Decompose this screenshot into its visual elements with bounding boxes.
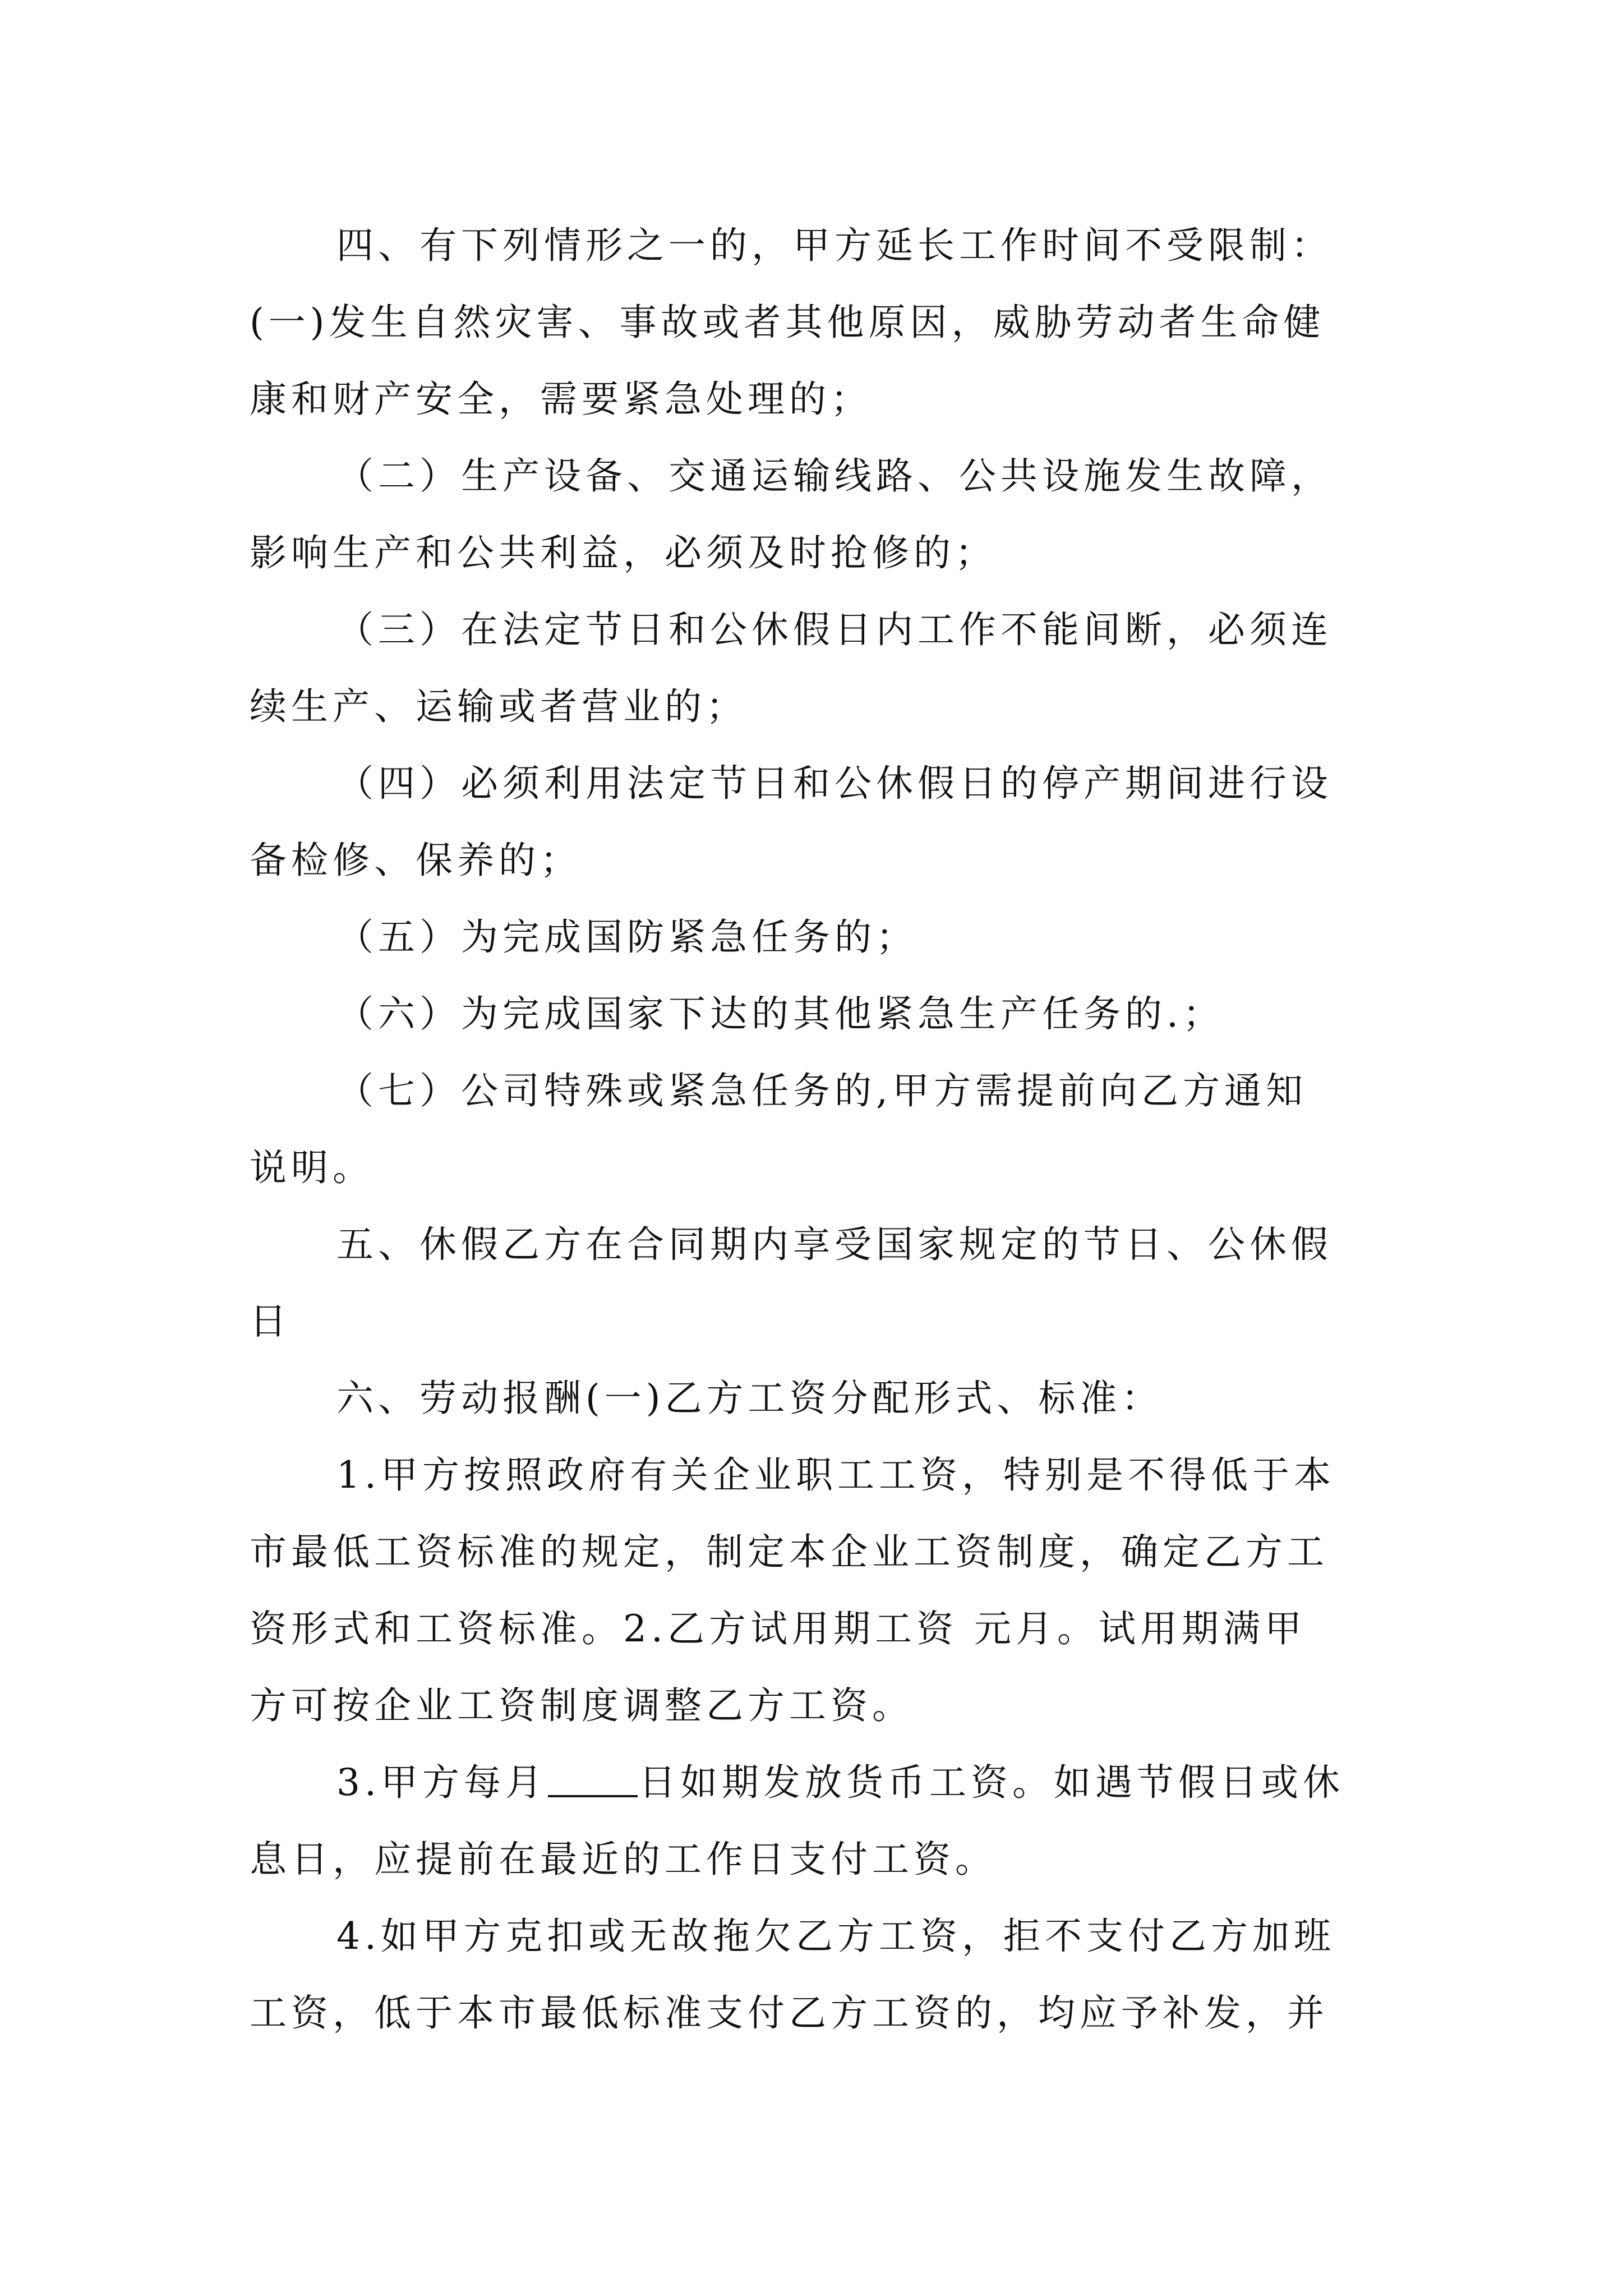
- text-line: 六、劳动报酬(一)乙方工资分配形式、标准：: [336, 1377, 1163, 1420]
- text-line: 1.甲方按照政府有关企业职工工资，特别是不得低于本: [336, 1453, 1335, 1497]
- fill-in-blank: [548, 1760, 638, 1797]
- text-line: 五、休假乙方在合同期内享受国家规定的节日、公休假: [336, 1223, 1332, 1266]
- text-line: 说明。: [250, 1146, 374, 1189]
- text-line: （六）为完成国家下达的其他紧急生产任务的.；: [336, 992, 1224, 1036]
- text-line: 日: [250, 1300, 291, 1343]
- text-line: 息日，应提前在最近的工作日支付工资。: [250, 1838, 997, 1881]
- text-segment: 3.甲方每月: [336, 1761, 547, 1804]
- text-line: 市最低工资标准的规定，制定本企业工资制度，确定乙方工: [250, 1530, 1329, 1573]
- text-line: 备检修、保养的；: [250, 839, 582, 882]
- text-line: [0, 1757, 1623, 1808]
- text-line: 4.如甲方克扣或无故拖欠乙方工资，拒不支付乙方加班: [336, 1915, 1335, 1958]
- text-line: (一)发生自然灾害、事故或者其他原因，威胁劳动者生命健: [250, 301, 1325, 344]
- text-line: 续生产、运输或者营业的；: [250, 685, 748, 728]
- text-line: 资形式和工资标准。2.乙方试用期工资 元月。试用期满甲: [250, 1607, 1306, 1650]
- text-line: 康和财产安全，需要紧急处理的；: [250, 378, 872, 421]
- text-segment: 日如期发放货币工资。如遇节假日或休: [638, 1761, 1344, 1804]
- text-line: （四）必须利用法定节日和公休假日的停产期间进行设: [336, 762, 1332, 805]
- text-line: （五）为完成国防紧急任务的；: [336, 915, 917, 959]
- text-line: 方可按企业工资制度调整乙方工资。: [250, 1684, 914, 1727]
- text-line: （二）生产设备、交通运输线路、公共设施发生故障，: [336, 454, 1332, 498]
- text-line: （三）在法定节日和公休假日内工作不能间断，必须连: [336, 608, 1332, 651]
- text-line: 影响生产和公共利益，必须及时抢修的；: [250, 531, 997, 574]
- text-line: （七）公司特殊或紧急任务的,甲方需提前向乙方通知: [336, 1069, 1307, 1112]
- text-line: 工资，低于本市最低标准支付乙方工资的，均应予补发，并: [250, 1991, 1329, 2035]
- text-line: 四、有下列情形之一的，甲方延长工作时间不受限制：: [336, 224, 1332, 267]
